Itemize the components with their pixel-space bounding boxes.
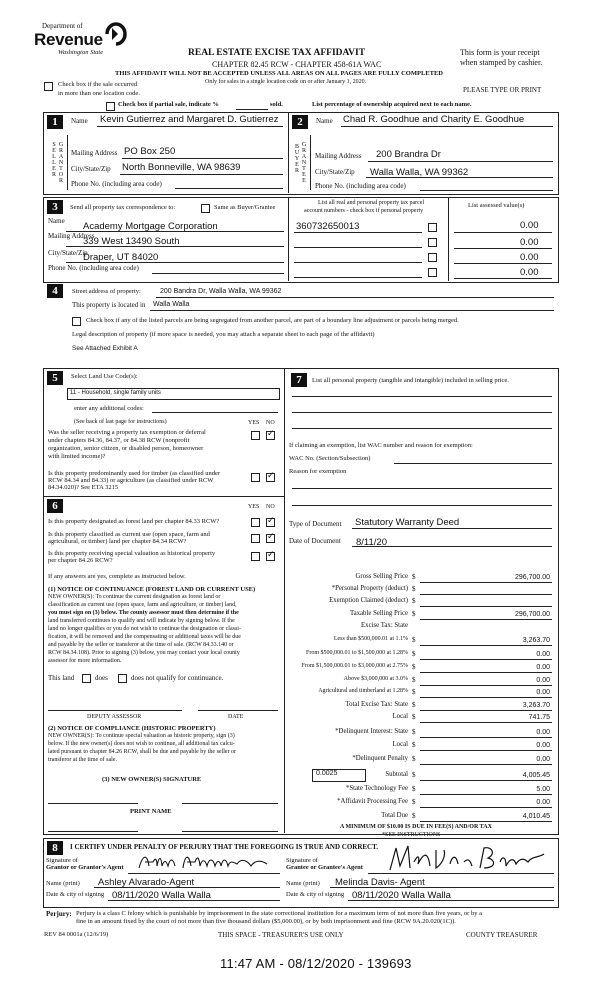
parcel-3-personal-checkbox[interactable] (428, 253, 437, 262)
s5-q1-yes-checkbox[interactable] (251, 431, 260, 440)
section-6-number: 6 (47, 499, 63, 513)
tax-row-value[interactable]: 0.00 (536, 799, 550, 806)
tax-row-dollar: $ (412, 812, 416, 820)
tax-row-label: Above $3,000,000 at 3.0% (343, 676, 408, 682)
compliance-title: (2) NOTICE OF COMPLIANCE (HISTORIC PROPERTY) (48, 725, 216, 732)
buyer-city-label: City/State/Zip (315, 168, 355, 176)
parcel-number-1[interactable]: 360732650013 (296, 221, 360, 232)
street-address[interactable]: 200 Bandra Dr, Walla Walla, WA 99362 (160, 288, 282, 295)
s6-yes-header: YES (248, 504, 260, 510)
correspondence-mailing[interactable]: 339 West 13490 South (83, 236, 180, 247)
tax-row-dollar: $ (412, 728, 416, 736)
form-only-sales: Only for sales in a single location code on or after January 1, 2020. (205, 79, 367, 85)
s6-q2-yes-checkbox[interactable] (251, 534, 260, 543)
buyer-mailing[interactable]: 200 Brandra Dr (376, 149, 441, 160)
parcels-header-1: List all real and personal property tax parcel (318, 200, 425, 206)
continuance-title: (1) NOTICE OF CONTINUANCE (FOREST LAND OR CURRENT USE) (48, 586, 256, 593)
multi-location-label-1: Check box if the sale occurred (58, 81, 138, 88)
grantee-name-label: Name (print) (286, 880, 320, 887)
seller-mailing[interactable]: PO Box 250 (124, 146, 176, 157)
s6-q3-no-checkbox[interactable] (266, 552, 275, 561)
s6-no-header: NO (266, 504, 275, 510)
s5-q1-line4: with limited income)? (48, 453, 106, 460)
tax-row-value[interactable]: 296,700.00 (514, 611, 550, 618)
located-in[interactable]: Walla Walla (153, 301, 190, 308)
tax-row-dollar: $ (412, 597, 416, 605)
tax-row-value[interactable]: 5.00 (536, 786, 550, 793)
tax-row-label: Taxable Selling Price (349, 610, 408, 617)
tax-row-dollar: $ (412, 676, 416, 684)
assessed-value-4[interactable]: 0.00 (520, 267, 539, 278)
tax-row-label: Local (392, 713, 408, 720)
correspondence-city-label: City/State/Zip (48, 249, 88, 257)
certify-statement: I CERTIFY UNDER PENALTY OF PERJURY THAT THE FOREGOING IS TRUE AND CORRECT. (70, 843, 379, 851)
doc-date-label: Date of Document (289, 537, 341, 545)
grantee-date[interactable]: 08/11/2020 Walla Walla (352, 890, 451, 901)
correspondence-city[interactable]: Draper, UT 84020 (83, 252, 159, 263)
grantee-sig-label-2: Grantee or Grantee's Agent (286, 864, 363, 871)
correspondence-mailing-label: Mailing Address (48, 232, 95, 240)
deputy-assessor-label: DEPUTY ASSESSOR (87, 714, 142, 720)
receipt-note-1: This form is your receipt (460, 48, 540, 57)
section-3-number: 3 (47, 200, 63, 214)
print-name-label: PRINT NAME (130, 808, 172, 815)
assessed-value-1[interactable]: 0.00 (520, 220, 539, 231)
tax-row-label: *Affidavit Processing Fee (337, 798, 408, 805)
grantor-name[interactable]: Ashley Alvarado-Agent (98, 877, 195, 888)
recording-stamp: 11:47 AM - 08/12/2020 - 139693 (220, 956, 412, 971)
correspondence-phone-label: Phone No. (including area code) (48, 264, 139, 272)
continuance-line2: classification as current use (open space, farm and agriculture, or timber) land, (48, 602, 237, 608)
tax-row-value[interactable]: 296,700.00 (514, 574, 550, 581)
grantee-signature (384, 844, 550, 874)
land-does-not-checkbox[interactable] (118, 674, 127, 683)
send-correspondence-label: Send all property tax correspondence to: (70, 204, 176, 211)
street-address-label: Street address of property: (72, 288, 141, 295)
continuance-line7: and payable by the seller or transferor at the time of sale. (RCW 84.33.140 or (48, 642, 234, 648)
grantor-name-label: Name (print) (46, 880, 80, 887)
tax-row-label: *Personal Property (deduct) (331, 585, 408, 592)
seller-phone-label: Phone No. (including area code) (71, 180, 162, 188)
s5-q1-line1: Was the seller receiving a property tax exemption or deferral (48, 429, 206, 436)
segregated-label: Check box if any of the listed parcels are being segregated from another parcel, are part of a boundary line adjustment or parcels being merged. (86, 317, 459, 324)
buyer-name[interactable]: Chad R. Goodhue and Charity E. Goodhue (343, 114, 525, 125)
if-yes-instructions: If any answers are yes, complete as instructed below. (48, 573, 186, 580)
seller-name[interactable]: Kevin Gutierrez and Margaret D. Gutierrez (100, 114, 279, 125)
continuance-line6: fication, it will be removed and the compensating or additional taxes will be due (48, 634, 241, 640)
parcels-header-2: account numbers - check box if personal property (304, 208, 424, 214)
s6-q2-line1: Is this property classified as current use (open space, farm and (48, 531, 210, 538)
s6-q2-no-checkbox[interactable] (266, 534, 275, 543)
s5-q2-line3: 84.34.020)? See ETA 3215 (48, 484, 119, 491)
s6-q1-yes-checkbox[interactable] (251, 518, 260, 527)
s5-q2-yes-checkbox[interactable] (251, 473, 260, 482)
s6-q3-yes-checkbox[interactable] (251, 552, 260, 561)
section-8-number: 8 (47, 841, 63, 855)
s5-no-header: NO (266, 420, 275, 426)
land-does-checkbox[interactable] (82, 674, 91, 683)
assessed-value-3[interactable]: 0.00 (520, 252, 539, 263)
parcel-2-personal-checkbox[interactable] (428, 238, 437, 247)
tax-row-value[interactable]: 0.00 (536, 689, 550, 696)
grantee-sig-label-1: Signature of (286, 857, 318, 864)
tax-row-dollar: $ (412, 650, 416, 658)
seller-name-label: Name (71, 117, 88, 125)
revenue-logo-icon (104, 22, 128, 48)
s6-q1: Is this property designated as forest land per chapter 84.33 RCW? (48, 518, 220, 525)
form-revision: REV 84 0001a (12/6/19) (44, 931, 109, 938)
compliance-line3: lated pursuant to chapter 84.26 RCW, shall be due and payable by the seller or (48, 749, 237, 755)
county-treasurer-label: COUNTY TREASURER (466, 931, 538, 939)
seller-side-label: S E L L E R (51, 142, 56, 178)
continuance-line5: land no longer qualifies or you do not wish to continue the designation or classi- (48, 626, 241, 632)
continuance-line1: NEW OWNER(S): To continue the current designation as forest land or (48, 594, 221, 600)
perjury-label: Perjury: (46, 910, 72, 918)
tax-row-label: Total Excise Tax: State (345, 701, 408, 708)
correspondence-name[interactable]: Academy Mortgage Corporation (83, 221, 218, 232)
tax-row-dollar: $ (412, 741, 416, 749)
doc-date[interactable]: 8/11/20 (356, 537, 387, 548)
s6-q1-no-checkbox[interactable] (266, 518, 275, 527)
partial-sale-label: Check box if partial sale, indicate % (118, 101, 219, 108)
see-instructions-note: *SEE INSTRUCTIONS (382, 832, 441, 838)
s5-q2-no-checkbox[interactable] (266, 473, 275, 482)
correspondence-name-label: Name (48, 217, 65, 225)
compliance-line4: transferor at the time of sale. (48, 757, 117, 763)
form-title: REAL ESTATE EXCISE TAX AFFIDAVIT (188, 48, 366, 58)
s5-q2-line1: Is this property predominantly used for timber (as classified under (48, 470, 221, 477)
form-warning: THIS AFFIDAVIT WILL NOT BE ACCEPTED UNLESS ALL AREAS ON ALL PAGES ARE FULLY COMPLETED (115, 70, 443, 77)
land-does-not-label: does not qualify for continuance. (131, 674, 224, 682)
s5-q1-no-checkbox[interactable] (266, 431, 275, 440)
print-note: PLEASE TYPE OR PRINT (463, 86, 542, 94)
assessor-date-label: DATE (228, 714, 244, 720)
buyer-mailing-label: Mailing Address (315, 152, 362, 160)
buyer-city[interactable]: Walla Walla, WA 99362 (370, 167, 469, 178)
section-4-number: 4 (47, 284, 63, 298)
land-use-select[interactable]: 11 - Household, single family units (70, 390, 161, 396)
tax-row-dollar: $ (412, 785, 416, 793)
tax-row-value[interactable]: 0.00 (536, 651, 550, 658)
s6-q3-line2: per chapter 84.26 RCW? (48, 557, 113, 564)
continuance-line9: assessor for more information. (48, 658, 122, 664)
continuance-line4: land transferred continues to qualify and will indicate by signing below. If the (48, 618, 235, 624)
local-rate[interactable]: 0.0025 (316, 770, 338, 777)
legal-description[interactable]: See Attached Exhibit A (72, 345, 138, 352)
tax-row-label: *Delinquent Interest: State (335, 728, 408, 735)
partial-sale-checkbox[interactable] (106, 102, 115, 111)
buyer-name-label: Name (316, 117, 333, 125)
see-back-instructions: (See back of last page for instructions) (74, 419, 167, 425)
minimum-note: A MINIMUM OF $10.00 IS DUE IN FEE(S) AND/OR TAX (340, 824, 492, 830)
tax-row-dollar: $ (412, 713, 416, 721)
new-owner-signature-label: (3) NEW OWNER(S) SIGNATURE (102, 776, 202, 783)
continuance-line8: RCW 84.34.108). Prior to signing (3) below, you may contact your local county (48, 650, 240, 656)
tax-row-dollar: $ (412, 636, 416, 644)
seller-city[interactable]: North Bonneville, WA 98639 (122, 162, 241, 173)
segregated-checkbox[interactable] (72, 317, 81, 326)
treasurer-use-only: THIS SPACE - TREASURER'S USE ONLY (218, 931, 344, 939)
parcel-1-personal-checkbox[interactable] (428, 223, 437, 232)
seller-city-label: City/State/Zip (71, 165, 111, 173)
grantor-signature (135, 850, 275, 874)
s5-q2-line2: RCW 84.34 and 84.33) or agriculture (as classified under RCW (48, 477, 214, 484)
continuance-line3: you must sign on (3) below. The county assessor must then determine if the (48, 610, 239, 616)
tax-row-label: Agricultural and timberland at 1.28% (318, 688, 408, 694)
tax-row-label: Local (392, 741, 408, 748)
grantor-side-label: G R A N T O R (58, 142, 64, 184)
compliance-line2: below. If the new owner(s) does not wish to continue, all additional tax calcu- (48, 741, 235, 747)
additional-codes-label: enter any additional codes: (74, 405, 144, 412)
s6-q2-line2: agricultural, or timber) land per chapter 84.34 RCW? (48, 538, 187, 545)
grantor-sig-label-2: Grantor or Grantor's Agent (46, 864, 124, 871)
seller-mailing-label: Mailing Address (71, 149, 118, 157)
dept-logo-name: Revenue (34, 30, 103, 49)
tax-row-value[interactable]: 0.00 (536, 677, 550, 684)
land-does-label: does (95, 674, 108, 682)
this-land-label: This land (48, 674, 75, 682)
tax-row-label: Total Due (381, 812, 408, 819)
tax-row-label: From $1,500,000.01 to $3,000,000 at 2.75% (301, 663, 408, 669)
tax-row-label: From $500,000.01 to $1,500,000 at 1.28% (306, 650, 408, 656)
tax-row-label: *State Technology Fee (345, 785, 408, 792)
form-chapter: CHAPTER 82.45 RCW - CHAPTER 458-61A WAC (212, 60, 382, 69)
tax-row-value[interactable]: 741.75 (528, 714, 550, 721)
receipt-note-2: when stamped by cashier. (460, 58, 543, 67)
tax-row-label: *Delinquent Penalty (352, 755, 408, 762)
land-use-label: Select Land Use Code(s): (71, 373, 138, 380)
tax-row-dollar: $ (412, 688, 416, 696)
s5-q1-line2: under chapters 84.36, 84.37, or 84.38 RCW (nonprofit (48, 437, 190, 444)
grantee-side-label: G R A N T E E (301, 142, 307, 184)
reason-label: Reason for exemption (289, 468, 347, 475)
tax-row-dollar: $ (412, 663, 416, 671)
tax-row-value[interactable]: 4,005.45 (522, 772, 550, 779)
dept-top-label: Department of (42, 22, 83, 30)
tax-row-value[interactable]: 0.00 (536, 756, 550, 763)
buyer-side-label: B U Y E R (294, 144, 300, 174)
assessed-header: List assessed value(s) (468, 202, 525, 209)
tax-row-dollar: $ (412, 771, 416, 779)
section-5-number: 5 (47, 371, 63, 385)
compliance-line1: NEW OWNER(S): To continue special valuation as historic property, sign (3) (48, 733, 235, 739)
tax-row-label: Exemption Claimed (deduct) (329, 597, 408, 604)
multi-location-label-2: in more than one location code. (58, 90, 140, 97)
dept-state-label: Washington State (58, 49, 104, 56)
s6-q3-line1: Is this property receiving special valuation as historical property (48, 550, 216, 557)
s5-q1-line3: organization, senior citizen, or disabled person, homeowner (48, 445, 204, 452)
s5-yes-header: YES (248, 420, 260, 426)
personal-property-label: List all personal property (tangible and intangible) included in selling price. (312, 377, 509, 384)
tax-row-dollar: $ (412, 585, 416, 593)
tax-row-value[interactable]: 4,010.45 (522, 813, 550, 820)
tax-row-value[interactable]: 3,263.70 (522, 637, 550, 644)
located-in-label: This property is located in (72, 301, 146, 309)
assessed-value-2[interactable]: 0.00 (520, 237, 539, 248)
doc-type[interactable]: Statutory Warranty Deed (355, 517, 460, 528)
perjury-line2: fine in an amount fixed by the court of not more than five thousand dollars ($5,000.00), or by both imprisonment and fine (RCW 9A.20.020(1C)). (76, 918, 456, 925)
section-1-number: 1 (47, 115, 63, 129)
tax-row-dollar: $ (412, 573, 416, 581)
same-as-buyer-checkbox[interactable] (201, 204, 210, 213)
tax-row-value[interactable]: 3,263.70 (522, 702, 550, 709)
grantee-name[interactable]: Melinda Davis- Agent (335, 877, 425, 888)
tax-row-dollar: $ (412, 610, 416, 618)
section-7-number: 7 (291, 373, 307, 387)
grantor-date[interactable]: 08/11/2020 Walla Walla (112, 890, 211, 901)
wac-label: WAC No. (Section/Subsection) (289, 455, 371, 462)
perjury-line1: Perjury is a class C felony which is punishable by imprisonment in the state correctional institution for a maximum term of not more than five years, or by a (76, 910, 482, 917)
tax-row-label: Gross Selling Price (355, 573, 408, 580)
grantor-sig-label-1: Signature of (46, 857, 78, 864)
tax-row-label: Excise Tax: State (361, 622, 408, 629)
same-as-buyer-label: Same as Buyer/Grantee (214, 204, 276, 211)
tax-row-value[interactable]: 0.00 (536, 664, 550, 671)
exemption-label: If claiming an exemption, list WAC number and reason for exemption: (289, 442, 473, 449)
tax-row-value[interactable]: 0.00 (536, 729, 550, 736)
multi-location-checkbox[interactable] (44, 82, 53, 91)
doc-type-label: Type of Document (289, 520, 342, 528)
legal-description-label: Legal description of property (if more space is needed, you may attach a separate sheet to each page of the affidavit) (72, 331, 375, 338)
tax-row-dollar: $ (412, 701, 416, 709)
parcel-4-personal-checkbox[interactable] (428, 268, 437, 277)
tax-row-dollar: $ (412, 755, 416, 763)
section-2-number: 2 (292, 115, 308, 129)
grantee-date-label: Date & city of signing (286, 891, 345, 898)
ownership-pct-label: List percentage of ownership acquired next to each name. (312, 101, 472, 108)
tax-row-value[interactable]: 0.00 (536, 742, 550, 749)
tax-row-label: Subtotal (385, 771, 408, 778)
buyer-phone-label: Phone No. (including area code) (315, 182, 406, 190)
grantor-date-label: Date & city of signing (46, 891, 105, 898)
tax-row-dollar: $ (412, 798, 416, 806)
sold-label: sold. (270, 101, 283, 108)
tax-row-label: Less than $500,000.01 at 1.1% (333, 636, 408, 642)
